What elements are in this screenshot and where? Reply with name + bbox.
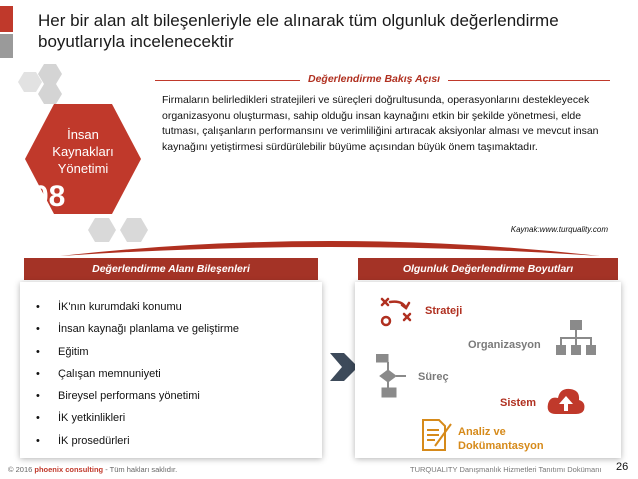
hexagon-number: 08 [32,180,66,213]
dimension-analiz: Analiz ve Dokümantasyon [458,426,544,452]
decorative-hexagons-top [8,64,68,104]
perspective-title: Değerlendirme Bakış Açısı [300,73,448,85]
cloud-upload-icon [546,386,586,416]
components-box [20,282,322,458]
dimension-organizasyon: Organizasyon [468,339,541,351]
decorative-arc [0,228,638,258]
title-accent-bar [0,6,30,58]
list-item: • İK'nın kurumdaki konumu [32,296,239,318]
page-title: Her bir alan alt bileşenleriyle ele alınarak tüm olgunluk değerlendirme boyutlarıyla incelenecektir [38,11,559,51]
footer-document-title: TURQUALITY Danışmanlık Hizmetleri Tanıtımı Dokümanı [410,465,602,474]
footer-copyright: © 2016 phoenix consulting - Tüm hakları saklıdır. [8,465,178,474]
dimension-sistem: Sistem [500,397,537,409]
org-chart-icon [556,320,596,358]
list-item: • Çalışan memnuniyeti [32,363,239,385]
strategy-icon [378,296,416,328]
right-panel-header: Olgunluk Değerlendirme Boyutları [358,258,618,280]
source-note: Kaynak:www.turquality.com [510,225,608,234]
list-item: • İnsan kaynağı planlama ve geliştirme [32,318,239,340]
list-item: • Bireysel performans yönetimi [32,385,239,407]
perspective-text: Firmaların belirledikleri stratejileri ve süreçleri doğrultusunda, operasyonlarını destekleyecek organizasyonu oluşturması, sahip olduğu insan kaynağını etkin bir şekilde yönetmesi, elde tutması, çalışanların performansını ve verimliliğini artıracak aksiyonlar alması ve mevcut insan kaynağını yetiştirmesi sürdürülebilir büyüme açısından büyük önem taşımaktadır. [162,94,599,153]
page-number: 26 [616,461,629,473]
document-pen-icon [421,416,453,452]
list-item: • İK prosedürleri [32,430,239,452]
list-item: • Eğitim [32,341,239,363]
dimension-strateji: Strateji [425,305,463,317]
left-panel-header: Değerlendirme Alanı Bileşenleri [24,258,318,280]
list-item: • İK yetkinlikleri [32,407,239,429]
dimension-surec: Süreç [418,371,449,383]
hexagon-label: İnsan Kaynakları Yönetimi [52,127,114,176]
flowchart-icon [376,354,410,398]
brand-logo: phoenix consulting [34,465,104,474]
